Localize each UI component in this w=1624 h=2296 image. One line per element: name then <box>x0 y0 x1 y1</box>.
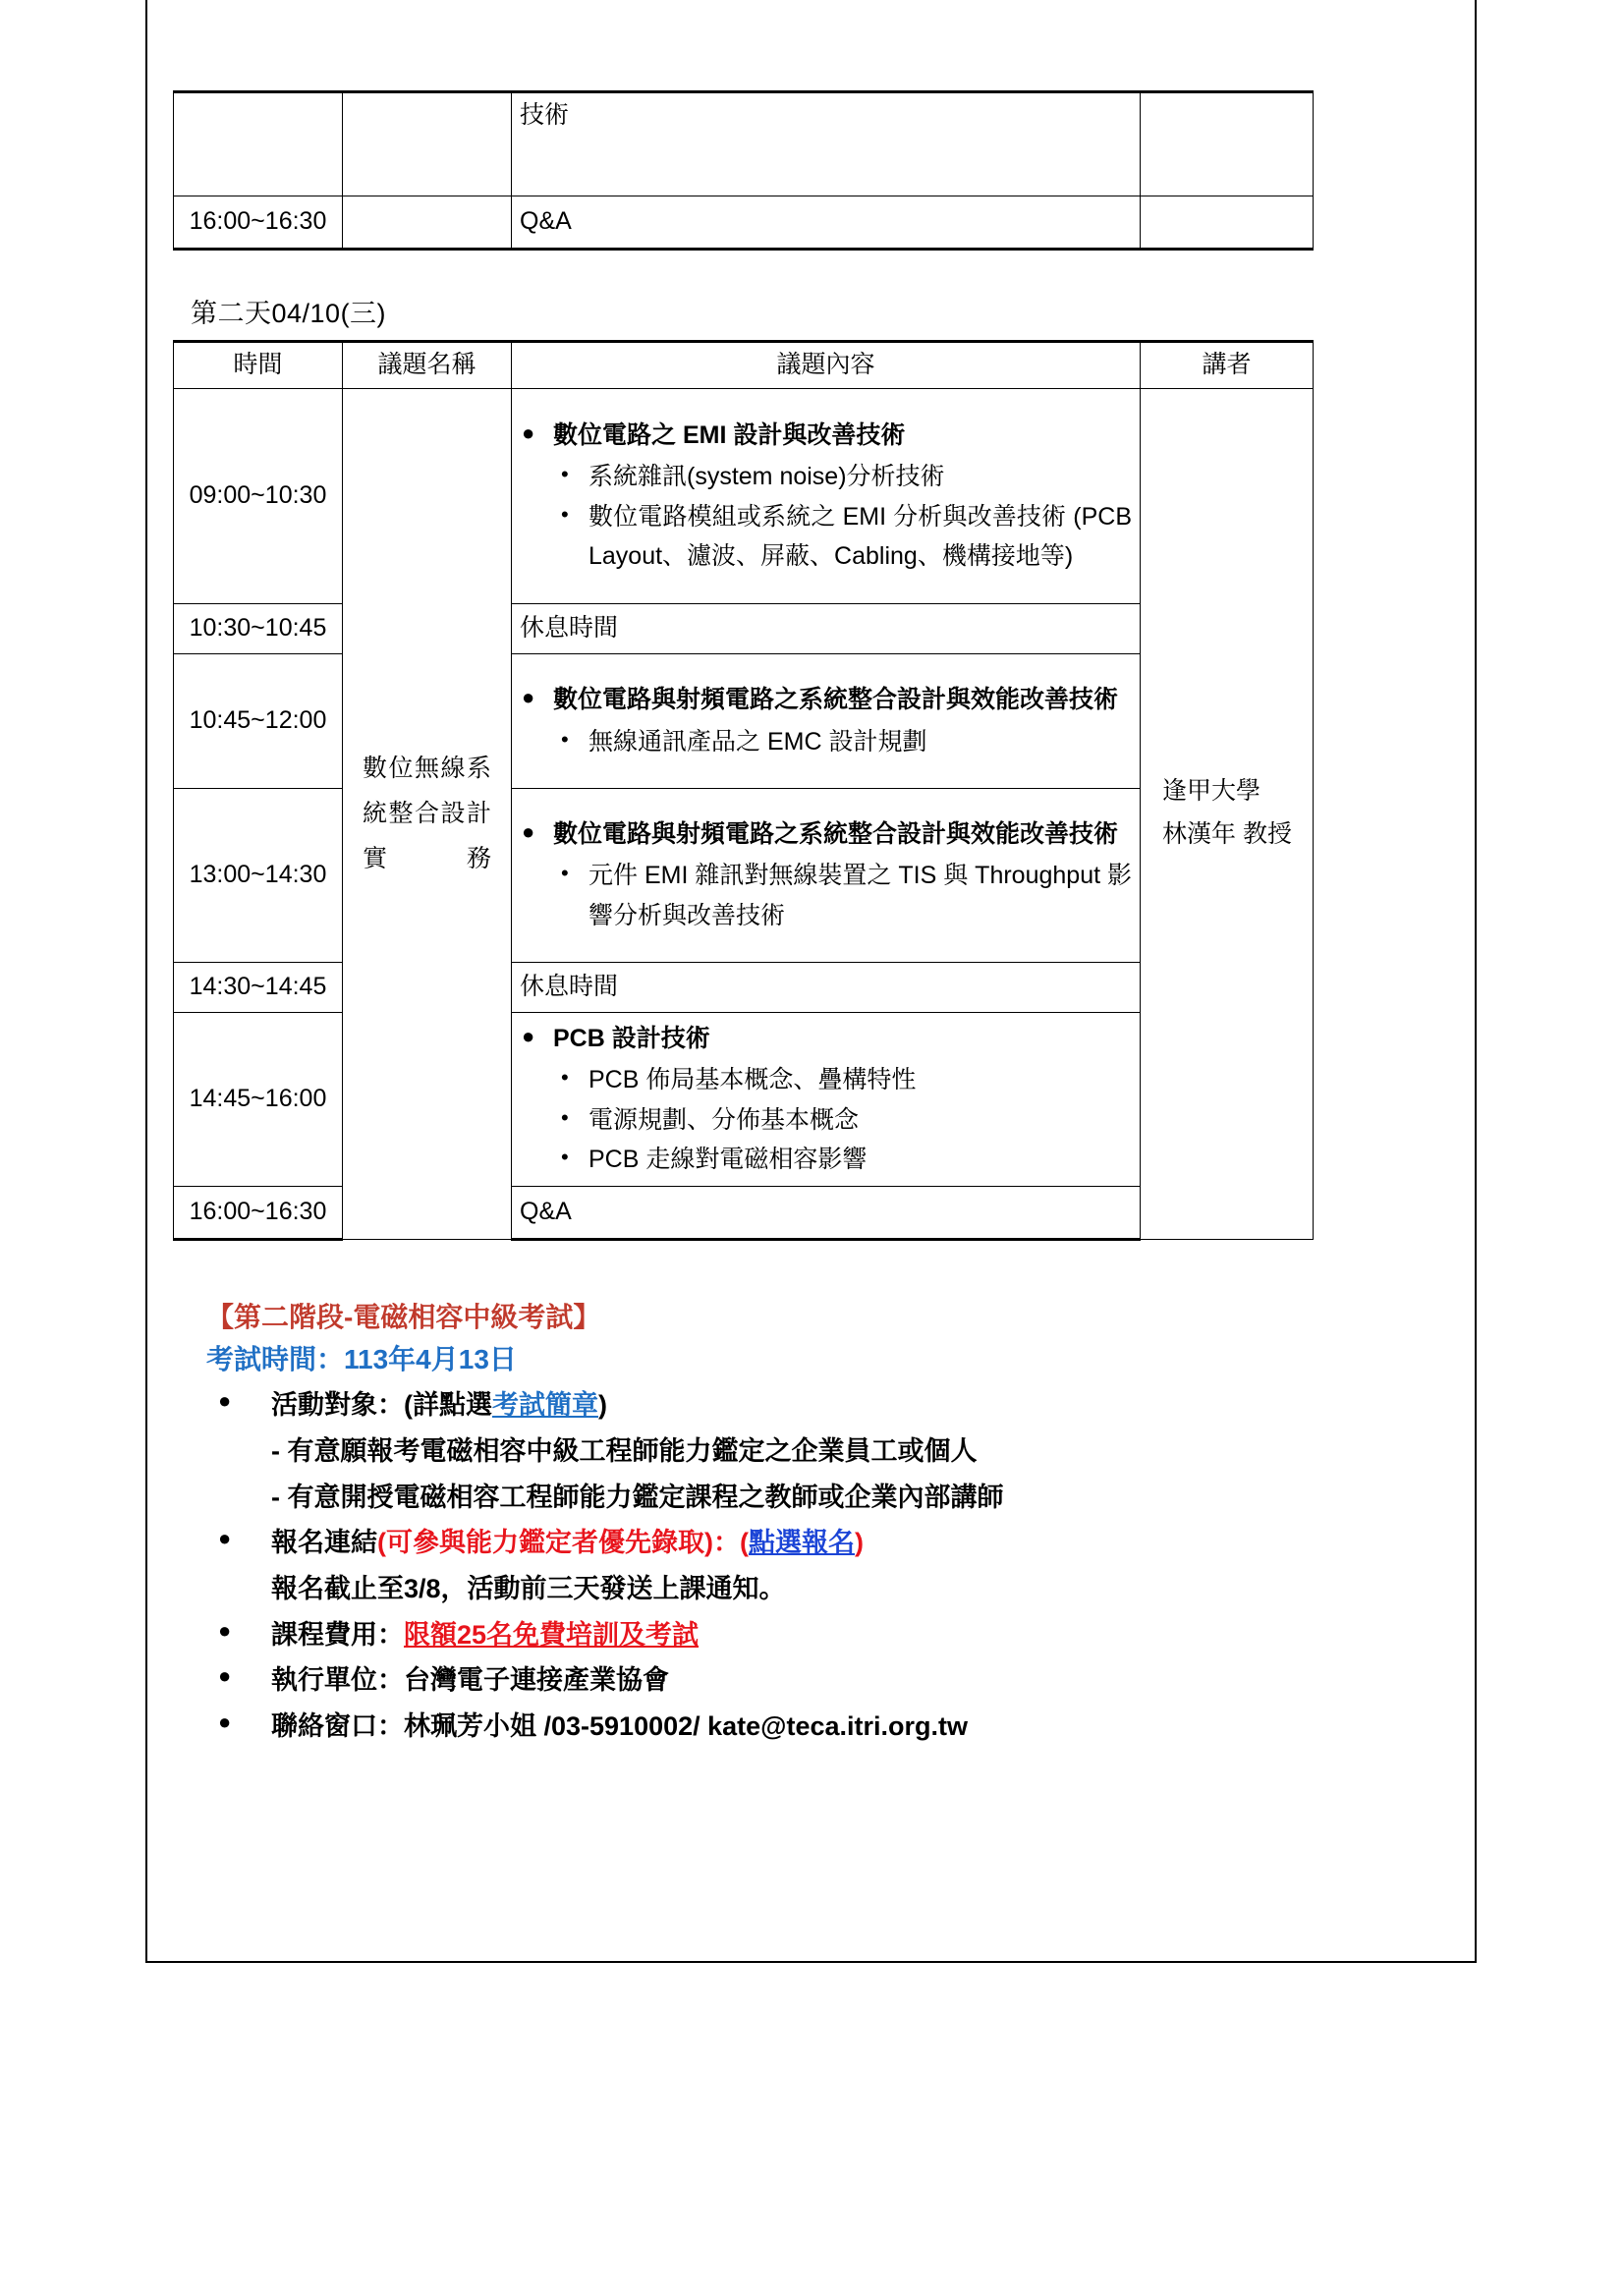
cell-body: Q&A <box>512 196 1141 250</box>
header-speaker: 講者 <box>1141 342 1314 389</box>
cell-time: 10:45~12:00 <box>174 653 343 788</box>
notice-title: 【第二階段-電磁相容中級考試】 <box>206 1301 601 1332</box>
cell-topic <box>343 92 512 196</box>
table-row <box>174 92 1314 196</box>
registration-link[interactable]: 點選報名 <box>748 1528 855 1558</box>
note-subline <box>206 1477 1415 1519</box>
table-row <box>174 196 1314 250</box>
note-subline-text: - 有意願報考電磁相容中級工程師能力鑑定之企業員工或個人 <box>271 1435 978 1466</box>
cell-time: 16:00~16:30 <box>174 196 343 250</box>
notice-subtitle: 考試時間：113年4月13日 <box>206 1343 517 1374</box>
cell-topic-merged <box>343 388 512 1239</box>
note-label: 執行單位：台灣電子連接產業協會 <box>271 1665 669 1696</box>
note-subline <box>206 1568 1415 1610</box>
cell-time: 13:00~14:30 <box>174 788 343 962</box>
body-sub-item: • 元件 EMI 雜訊對無線裝置之 TIS 與 Throughput 影響分析與改善技術 <box>520 856 1132 935</box>
body-main-list <box>520 1019 1132 1059</box>
body-heading: ● PCB 設計技術 <box>520 1019 1132 1059</box>
cell-body <box>512 788 1141 962</box>
notice-list <box>206 1384 1415 1747</box>
cell-time: 10:30~10:45 <box>174 603 343 653</box>
cell-speaker-merged <box>1141 388 1314 1239</box>
cell-body-text: 技術 <box>520 101 570 129</box>
fee-highlight: 限額25名免費培訓及考試 <box>404 1619 700 1650</box>
note-item-audience <box>206 1384 1415 1427</box>
body-sub-item: • 系統雜訊(system noise)分析技術 <box>520 457 1132 497</box>
cell-body <box>512 653 1141 788</box>
table-header-row <box>174 342 1314 389</box>
speaker-name: 林漢年 教授 <box>1162 820 1292 848</box>
speaker-block <box>1148 770 1305 857</box>
note-subline-text: 報名截止至3/8，活動前三天發送上課通知。 <box>271 1573 786 1603</box>
body-sub-list <box>520 1060 1132 1180</box>
header-content: 議題內容 <box>512 342 1141 389</box>
body-sub-item: • PCB 佈局基本概念、疊構特性 <box>520 1060 1132 1100</box>
body-sub-item: • 電源規劃、分佈基本概念 <box>520 1100 1132 1141</box>
note-item-registration <box>206 1522 1415 1564</box>
page-content <box>173 0 1450 1752</box>
exam-brochure-link[interactable]: 考試簡章 <box>492 1390 598 1421</box>
cell-body: 休息時間 <box>512 603 1141 653</box>
note-label: 報名連結 <box>271 1528 377 1558</box>
cell-time: 14:30~14:45 <box>174 962 343 1012</box>
body-sub-item: • PCB 走線對電磁相容影響 <box>520 1140 1132 1180</box>
cell-body <box>512 388 1141 603</box>
cell-time: 14:45~16:00 <box>174 1012 343 1186</box>
note-item-organizer <box>206 1659 1415 1702</box>
cell-body: 休息時間 <box>512 962 1141 1012</box>
cell-time: 16:00~16:30 <box>174 1186 343 1239</box>
cell-time <box>174 92 343 196</box>
body-sub-list <box>520 457 1132 577</box>
body-heading: ● 數位電路與射頻電路之系統整合設計與效能改善技術 <box>520 814 1132 855</box>
note-item-fee <box>206 1614 1415 1656</box>
note-tail: ) <box>598 1390 607 1421</box>
body-sub-item: • 數位電路模組或系統之 EMI 分析與改善技術 (PCB Layout、濾波、屏蔽、Cabling、機構接地等) <box>520 497 1132 577</box>
note-label: 聯絡窗口：林珮芳小姐 /03-5910002/ kate@teca.itri.org.tw <box>271 1710 969 1741</box>
cell-time: 09:00~10:30 <box>174 388 343 603</box>
cell-speaker <box>1141 196 1314 250</box>
body-main-list <box>520 416 1132 456</box>
cell-speaker <box>1141 92 1314 196</box>
note-label: 課程費用： <box>271 1619 404 1650</box>
body-sub-item: • 無線通訊產品之 EMC 設計規劃 <box>520 722 1132 762</box>
note-tail: ) <box>854 1528 864 1558</box>
note-subline <box>206 1430 1415 1473</box>
speaker-org: 逢甲大學 <box>1162 777 1261 806</box>
cell-topic-text: 數位無線系統整合設計實務 <box>363 754 491 873</box>
header-time: 時間 <box>174 342 343 389</box>
body-sub-list <box>520 856 1132 935</box>
note-label: 活動對象：(詳點選 <box>271 1390 492 1421</box>
cell-body: Q&A <box>512 1186 1141 1239</box>
cell-body <box>512 92 1141 196</box>
body-main-list <box>520 680 1132 720</box>
body-sub-list <box>520 722 1132 762</box>
body-heading: ● 數位電路與射頻電路之系統整合設計與效能改善技術 <box>520 680 1132 720</box>
cell-topic <box>343 196 512 250</box>
cell-body <box>512 1012 1141 1186</box>
body-main-list <box>520 814 1132 855</box>
note-priority-text: (可參與能力鑑定者優先錄取) <box>377 1528 713 1558</box>
note-subline-text: - 有意開授電磁相容工程師能力鑑定課程之教師或企業內部講師 <box>271 1482 1004 1512</box>
header-topic: 議題名稱 <box>343 342 512 389</box>
body-heading: ● 數位電路之 EMI 設計與改善技術 <box>520 416 1132 456</box>
schedule-table-day2 <box>173 340 1314 1241</box>
table-row <box>174 388 1314 603</box>
schedule-table-continued <box>173 90 1314 251</box>
exam-notice-block <box>206 1296 1415 1748</box>
day2-heading: 第二天04/10(三) <box>191 299 387 328</box>
note-item-contact <box>206 1706 1415 1748</box>
note-colon: ：( <box>712 1528 749 1558</box>
